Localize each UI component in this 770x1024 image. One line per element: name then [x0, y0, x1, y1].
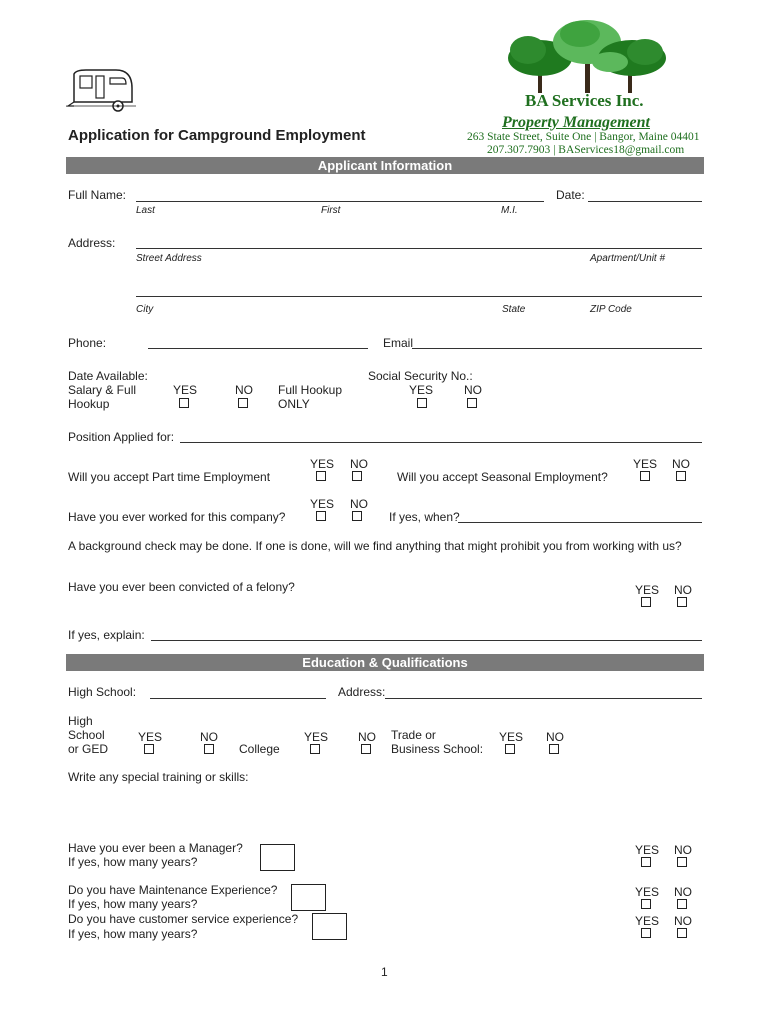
- hs-yes-checkbox[interactable]: [144, 744, 154, 754]
- city-state-zip-input[interactable]: [136, 296, 702, 297]
- salary-yes-label: YES: [173, 383, 198, 397]
- first-sublabel: First: [321, 205, 341, 216]
- ssn-no-checkbox[interactable]: [467, 398, 477, 408]
- phone-input[interactable]: [148, 348, 368, 349]
- mi-sublabel: M.I.: [501, 205, 518, 216]
- manager-years-label: If yes, how many years?: [68, 855, 198, 869]
- manager-question: Have you ever been a Manager?: [68, 841, 243, 855]
- section-applicant-information: Applicant Information: [66, 157, 704, 174]
- company-name: BA Services Inc.: [525, 91, 644, 110]
- address-label: Address:: [68, 236, 116, 250]
- trees-logo-icon: [500, 20, 675, 95]
- felony-yes-label: YES: [635, 583, 660, 597]
- worked-question: Have you ever worked for this company?: [68, 510, 286, 524]
- company-tagline: Property Management: [502, 114, 650, 131]
- felony-question: Have you ever been convicted of a felony?: [68, 580, 295, 594]
- worked-no-label: NO: [350, 497, 368, 511]
- company-contact: 207.307.7903 | BAServices18@gmail.com: [487, 144, 685, 156]
- camper-trailer-icon: [66, 68, 136, 114]
- background-check-note: A background check may be done. If one is done, will we find anything that might prohibit you from working with us?: [68, 539, 682, 553]
- email-label: Email: [383, 336, 414, 350]
- if-yes-when-label: If yes, when?: [389, 510, 460, 524]
- manager-yes-checkbox[interactable]: [641, 857, 651, 867]
- date-available-label: Date Available:: [68, 369, 148, 383]
- customer-no-checkbox[interactable]: [677, 928, 687, 938]
- hs-no-label: NO: [200, 730, 218, 744]
- if-yes-explain-label: If yes, explain:: [68, 628, 145, 642]
- hs-ged-label-1: High: [68, 714, 93, 728]
- college-label: College: [239, 742, 280, 756]
- college-no-label: NO: [358, 730, 376, 744]
- street-address-sublabel: Street Address: [136, 253, 202, 264]
- maintenance-no-checkbox[interactable]: [677, 899, 687, 909]
- felony-no-label: NO: [674, 583, 692, 597]
- ssn-yes-checkbox[interactable]: [417, 398, 427, 408]
- salary-hookup-label: Hookup: [68, 397, 110, 411]
- customer-no-label: NO: [674, 914, 692, 928]
- trade-no-label: NO: [546, 730, 564, 744]
- email-input[interactable]: [412, 348, 702, 349]
- seasonal-no-label: NO: [672, 457, 690, 471]
- worked-no-checkbox[interactable]: [352, 511, 362, 521]
- part-time-yes-label: YES: [310, 457, 335, 471]
- date-label: Date:: [556, 188, 585, 202]
- manager-yes-label: YES: [635, 843, 660, 857]
- full-hookup-label: Full Hookup: [278, 383, 343, 397]
- if-yes-when-input[interactable]: [458, 522, 702, 523]
- manager-years-box[interactable]: [260, 844, 295, 871]
- full-hookup-only-label: ONLY: [278, 397, 310, 411]
- worked-yes-label: YES: [310, 497, 335, 511]
- school-address-input[interactable]: [385, 698, 702, 699]
- salary-no-checkbox[interactable]: [238, 398, 248, 408]
- seasonal-yes-checkbox[interactable]: [640, 471, 650, 481]
- high-school-input[interactable]: [150, 698, 326, 699]
- trade-school-label-2: Business School:: [391, 742, 484, 756]
- manager-no-label: NO: [674, 843, 692, 857]
- customer-yes-label: YES: [635, 914, 660, 928]
- ssn-label: Social Security No.:: [368, 369, 473, 383]
- hs-no-checkbox[interactable]: [204, 744, 214, 754]
- special-training-label: Write any special training or skills:: [68, 770, 249, 784]
- page-number: 1: [381, 965, 388, 979]
- ssn-no-label: NO: [464, 383, 482, 397]
- page-title: Application for Campground Employment: [68, 127, 366, 144]
- trade-no-checkbox[interactable]: [549, 744, 559, 754]
- part-time-yes-checkbox[interactable]: [316, 471, 326, 481]
- felony-yes-checkbox[interactable]: [641, 597, 651, 607]
- salary-yes-checkbox[interactable]: [179, 398, 189, 408]
- college-yes-checkbox[interactable]: [310, 744, 320, 754]
- maintenance-question: Do you have Maintenance Experience?: [68, 883, 278, 897]
- salary-full-label: Salary & Full: [68, 383, 137, 397]
- customer-yes-checkbox[interactable]: [641, 928, 651, 938]
- maintenance-yes-checkbox[interactable]: [641, 899, 651, 909]
- position-input[interactable]: [180, 442, 702, 443]
- maintenance-no-label: NO: [674, 885, 692, 899]
- felony-no-checkbox[interactable]: [677, 597, 687, 607]
- part-time-no-checkbox[interactable]: [352, 471, 362, 481]
- maintenance-yes-label: YES: [635, 885, 660, 899]
- college-yes-label: YES: [304, 730, 329, 744]
- customer-service-question: Do you have customer service experience?: [68, 912, 299, 926]
- date-input[interactable]: [588, 201, 702, 202]
- worked-yes-checkbox[interactable]: [316, 511, 326, 521]
- seasonal-yes-label: YES: [633, 457, 658, 471]
- customer-service-years-box[interactable]: [312, 913, 347, 940]
- school-address-label: Address:: [338, 685, 386, 699]
- college-no-checkbox[interactable]: [361, 744, 371, 754]
- full-name-label: Full Name:: [68, 188, 127, 202]
- customer-service-years-label: If yes, how many years?: [68, 927, 198, 941]
- street-address-input[interactable]: [136, 248, 702, 249]
- full-name-input[interactable]: [136, 201, 544, 202]
- part-time-question: Will you accept Part time Employment: [68, 470, 271, 484]
- trade-school-label-1: Trade or: [391, 728, 436, 742]
- state-sublabel: State: [502, 304, 526, 315]
- zip-sublabel: ZIP Code: [590, 304, 632, 315]
- hs-yes-label: YES: [138, 730, 163, 744]
- seasonal-question: Will you accept Seasonal Employment?: [397, 470, 608, 484]
- high-school-label: High School:: [68, 685, 137, 699]
- last-sublabel: Last: [136, 205, 155, 216]
- hs-ged-label-2: School: [68, 728, 105, 742]
- part-time-no-label: NO: [350, 457, 368, 471]
- manager-no-checkbox[interactable]: [677, 857, 687, 867]
- maintenance-years-label: If yes, how many years?: [68, 897, 198, 911]
- position-label: Position Applied for:: [68, 430, 175, 444]
- if-yes-explain-input[interactable]: [151, 640, 702, 641]
- city-sublabel: City: [136, 304, 154, 315]
- ssn-yes-label: YES: [409, 383, 434, 397]
- seasonal-no-checkbox[interactable]: [676, 471, 686, 481]
- section-education-qualifications: Education & Qualifications: [66, 654, 704, 671]
- phone-label: Phone:: [68, 336, 107, 350]
- trade-yes-label: YES: [499, 730, 524, 744]
- salary-no-label: NO: [235, 383, 253, 397]
- company-address: 263 State Street, Suite One | Bangor, Maine 04401: [467, 131, 700, 143]
- apartment-sublabel: Apartment/Unit #: [590, 253, 666, 264]
- hs-ged-label-3: or GED: [68, 742, 109, 756]
- trade-yes-checkbox[interactable]: [505, 744, 515, 754]
- maintenance-years-box[interactable]: [291, 884, 326, 911]
